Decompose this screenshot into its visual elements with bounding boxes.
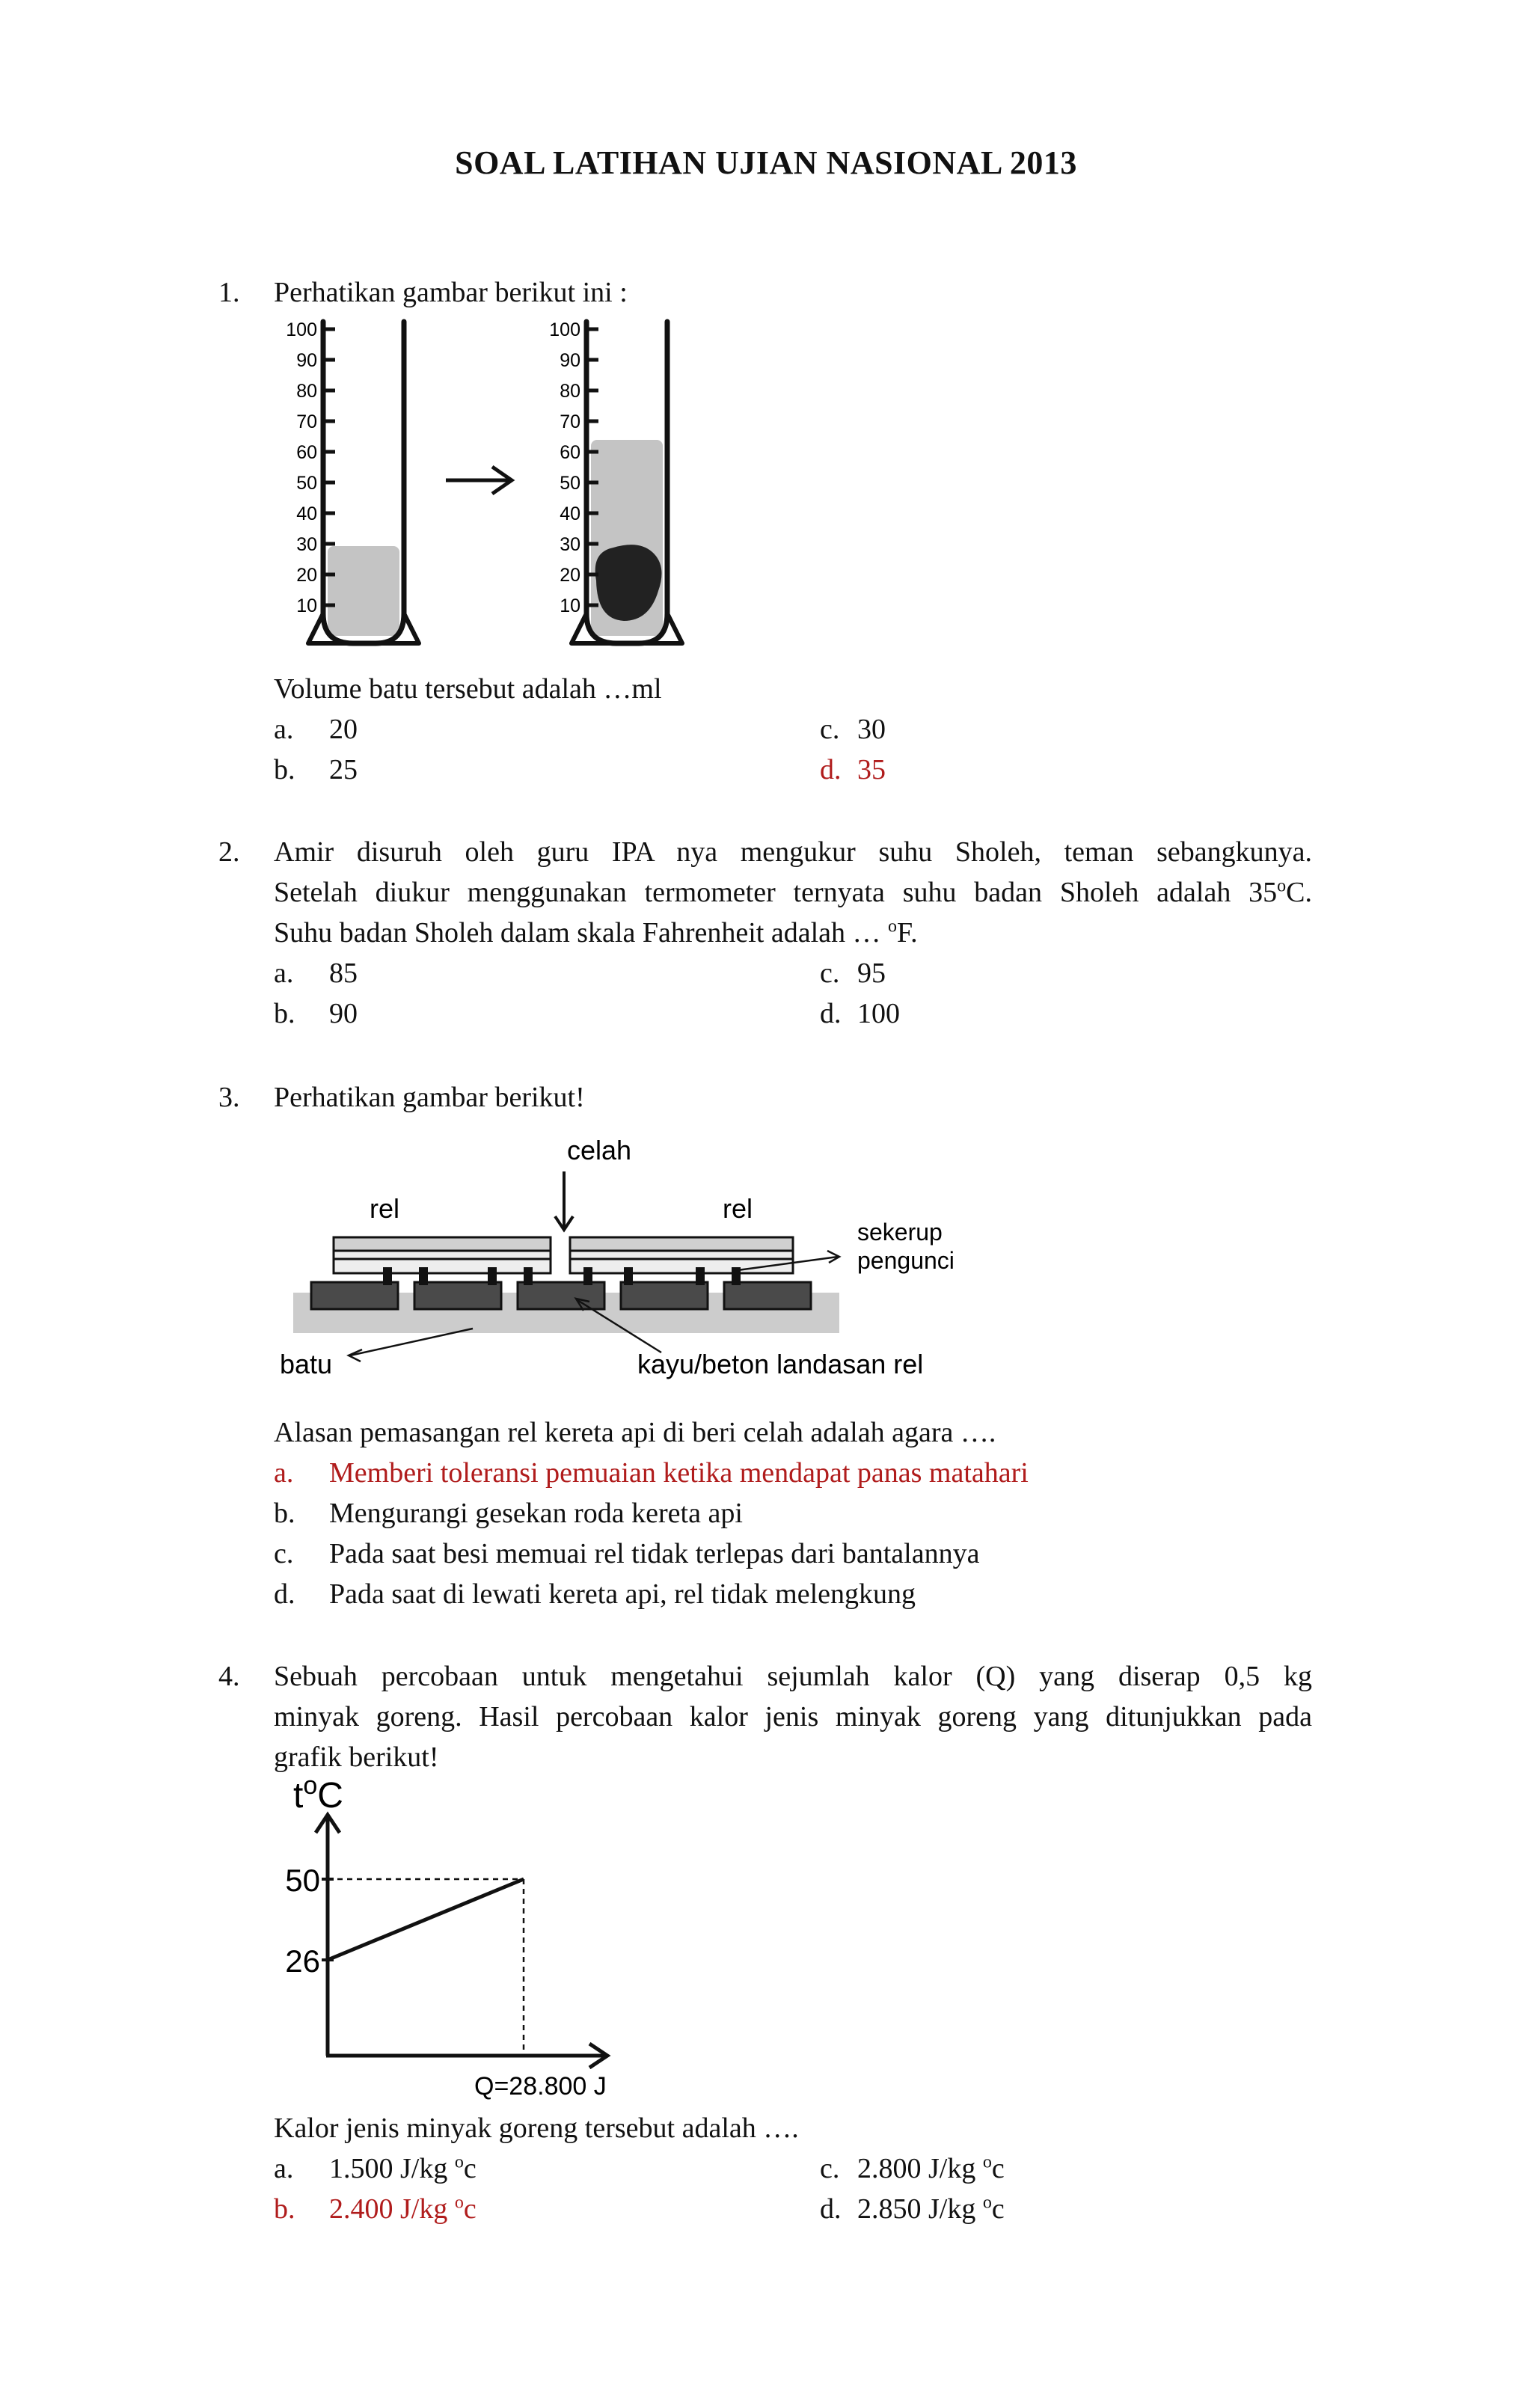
q3-question: Alasan pemasangan rel kereta api di beri celah adalah agara …. — [274, 1417, 996, 1448]
q1-option-c[interactable]: c. 30 — [820, 714, 886, 745]
q3-rail-figure — [269, 1130, 987, 1384]
scale-label: 80 — [296, 381, 317, 402]
q3-option-c[interactable]: c. Pada saat besi memuai rel tidak terlepas dari bantalannya — [274, 1538, 980, 1569]
page-title: SOAL LATIHAN UJIAN NASIONAL 2013 — [455, 144, 1077, 181]
scale-label: 70 — [560, 411, 580, 432]
y-tick-label: 50 — [285, 1863, 320, 1898]
cylinder-after — [549, 319, 682, 643]
q4-option-c[interactable]: c. 2.800 J/kg $^o$c — [820, 2152, 1005, 2184]
scale-label: 90 — [296, 350, 317, 371]
q2-option-d[interactable]: d. 100 — [820, 998, 900, 1029]
label-sleeper: kayu/beton landasan rel — [637, 1349, 924, 1379]
y-tick-label: 26 — [285, 1943, 320, 1979]
scale-label: 50 — [296, 473, 317, 494]
q1-prompt: Perhatikan gambar berikut ini : — [274, 277, 628, 308]
q3-number: 3. — [218, 1082, 240, 1113]
scale-label: 20 — [560, 565, 580, 586]
q3-option-a[interactable]: a. Memberi toleransi pemuaian ketika mendapat panas matahari — [274, 1457, 1029, 1489]
scale-label: 10 — [296, 595, 317, 616]
scale-label: 50 — [560, 473, 580, 494]
q4-option-a[interactable]: a. 1.500 J/kg $^o$c — [274, 2152, 477, 2184]
scale-label: 30 — [296, 534, 317, 555]
series-line — [328, 1879, 524, 1960]
q3-prompt: Perhatikan gambar berikut! — [274, 1082, 585, 1113]
scale-label: 30 — [560, 534, 580, 555]
label-gap: celah — [567, 1135, 632, 1165]
scale-label: 60 — [560, 442, 580, 463]
scale-label: 80 — [560, 381, 580, 402]
scale-label: 20 — [296, 565, 317, 586]
q4-chart — [269, 1771, 658, 2108]
q2-line2: Setelah diukur menggunakan termometer ternyata suhu badan Sholeh adalah 35$^o$C. — [274, 876, 1312, 908]
label-bolt-1: sekerup — [857, 1219, 943, 1246]
q4-question: Kalor jenis minyak goreng tersebut adalah …. — [274, 2113, 799, 2144]
q1-option-d[interactable]: d. 35 — [820, 754, 886, 785]
arrow-down-icon — [555, 1171, 573, 1230]
q2-number: 2. — [218, 836, 240, 868]
scale-label: 100 — [286, 319, 317, 340]
label-rail-right: rel — [723, 1193, 753, 1224]
scale-label: 60 — [296, 442, 317, 463]
liquid-before — [328, 546, 399, 636]
q1-cylinders-figure — [262, 314, 696, 655]
q2-line1: Amir disuruh oleh guru IPA nya mengukur suhu Sholeh, teman sebangkunya. — [274, 836, 1312, 868]
q4-line3: grafik berikut! — [274, 1741, 439, 1773]
rail-left — [334, 1237, 551, 1273]
x-axis — [326, 2044, 607, 2068]
chart-xlabel: Q=28.800 J — [474, 2072, 607, 2101]
q4-line2: minyak goreng. Hasil percobaan kalor jenis minyak goreng yang ditunjukkan pada — [274, 1701, 1312, 1733]
q1-question: Volume batu tersebut adalah …ml — [274, 673, 662, 705]
stone-pointer — [349, 1329, 473, 1361]
label-bolt-2: pengunci — [857, 1247, 955, 1274]
q2-option-a[interactable]: a. 85 — [274, 958, 358, 989]
chart-ylabel: $t^oC$ — [293, 1771, 343, 1816]
q2-option-b[interactable]: b. 90 — [274, 998, 358, 1029]
q4-number: 4. — [218, 1661, 240, 1692]
scale-label: 70 — [296, 411, 317, 432]
q2-option-c[interactable]: c. 95 — [820, 958, 886, 989]
scale-label: 40 — [296, 503, 317, 524]
scale-label: 90 — [560, 350, 580, 371]
q2-line3: Suhu badan Sholeh dalam skala Fahrenheit adalah … $^o$F. — [274, 916, 918, 949]
scale-label: 10 — [560, 595, 580, 616]
q4-option-d[interactable]: d. 2.850 J/kg $^o$c — [820, 2193, 1005, 2225]
scale-label: 100 — [549, 319, 580, 340]
q1-option-b[interactable]: b. 25 — [274, 754, 358, 785]
q4-line1: Sebuah percobaan untuk mengetahui sejumlah kalor (Q) yang diserap 0,5 kg — [274, 1661, 1312, 1692]
arrow-right-icon — [446, 467, 512, 494]
label-stone: batu — [280, 1349, 333, 1379]
scale-label: 40 — [560, 503, 580, 524]
q3-option-b[interactable]: b. Mengurangi gesekan roda kereta api — [274, 1498, 743, 1529]
y-axis — [316, 1815, 340, 2056]
label-rail-left: rel — [370, 1193, 400, 1224]
q3-option-d[interactable]: d. Pada saat di lewati kereta api, rel tidak melengkung — [274, 1578, 916, 1610]
q4-option-b[interactable]: b. 2.400 J/kg $^o$c — [274, 2193, 477, 2225]
q1-number: 1. — [218, 277, 240, 308]
sleepers — [311, 1282, 811, 1309]
q1-option-a[interactable]: a. 20 — [274, 714, 358, 745]
cylinder-before — [286, 319, 419, 643]
